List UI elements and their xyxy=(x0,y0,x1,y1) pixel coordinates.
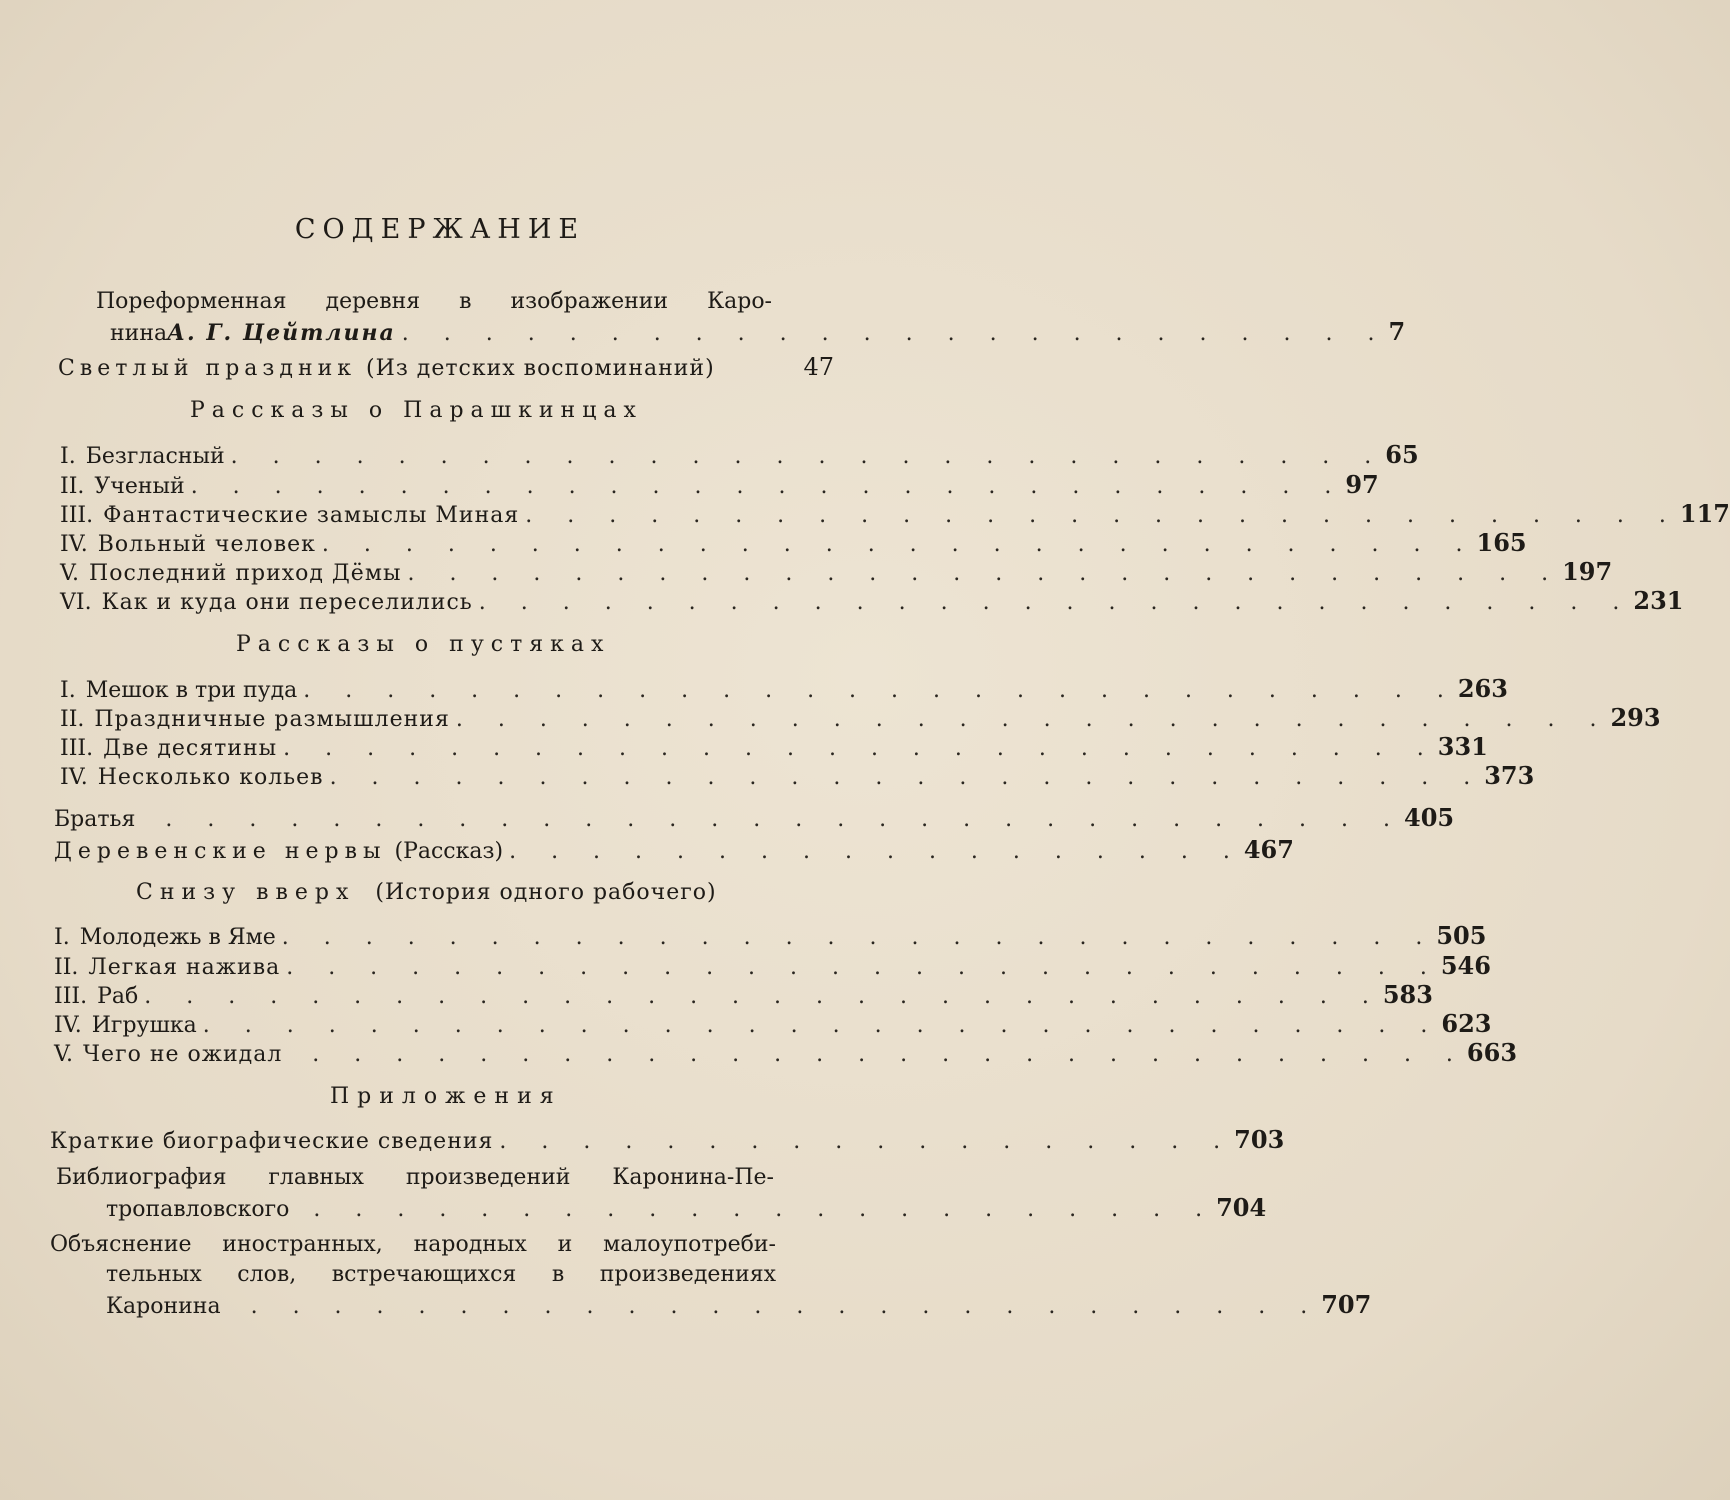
page-number: 704 xyxy=(1216,1193,1267,1222)
section-heading-pustyaki: Рассказы о пустяках xyxy=(236,632,611,657)
toc-entry-biblio[interactable]: тропавловского . . . . . . . . . . . . . . . . . . . . . . 704 xyxy=(106,1193,836,1225)
leader-dots: . . . . . . . . . . . . . . . . . . . . . . . . . . . . . . xyxy=(202,1013,1442,1038)
page-number: 405 xyxy=(1404,803,1455,832)
page-number: 505 xyxy=(1436,921,1487,950)
toc-entry[interactable]: I. Мешок в три пуда . . . . . . . . . . . . . . . . . . . . . . . . . . . . 263 xyxy=(60,674,836,706)
section-heading-snizu-vverkh: Снизу вверх (История одного рабочего) xyxy=(136,880,717,905)
toc-entry-bio[interactable]: Краткие биографические сведения . . . . . . . . . . . . . . . . . . 703 xyxy=(50,1125,836,1157)
page-number: 65 xyxy=(1385,440,1419,469)
leader-dots: . . . . . . . . . . . . . . . . . . xyxy=(499,1129,1235,1154)
page-number: 373 xyxy=(1484,761,1535,790)
leader-dots: . . . . . . . . . . . . . . . . . . . . . . . . . . . . xyxy=(525,503,1680,528)
leader-dots: . . . . . . . . . . . . . . . . . . . . . . . . . . . . xyxy=(407,561,1563,586)
toc-entry-intro-line1: Пореформенная деревня в изображении Каро- xyxy=(96,289,772,314)
page-number: 197 xyxy=(1562,557,1613,586)
page-number: 331 xyxy=(1437,732,1488,761)
leader-dots: . . . . . . . . . . . . . . . . . . . . . . . . xyxy=(401,321,1389,346)
toc-entry[interactable]: III. Фантастические замыслы Миная . . . . . . . . . . . . . . . . . . . . . . . . . . . . 117 xyxy=(60,499,836,531)
page-title: СОДЕРЖАНИЕ xyxy=(294,214,586,245)
leader-dots: . . . . . . . . . . . . . . . . . . . . . . . . . . . . xyxy=(329,765,1485,790)
page-number: 583 xyxy=(1382,980,1433,1009)
page-number: 231 xyxy=(1633,586,1684,615)
toc-entry[interactable]: I. Молодежь в Яме . . . . . . . . . . . . . . . . . . . . . . . . . . . . 505 xyxy=(54,921,836,953)
toc-entry[interactable]: II. Праздничные размышления . . . . . . . . . . . . . . . . . . . . . . . . . . . . 293 xyxy=(60,703,836,735)
page-number: 97 xyxy=(1345,470,1379,499)
leader-dots: . . . . . . . . . . . . . . . . . . . . . . . . . . . . xyxy=(230,444,1386,469)
leader-dots: . . . . . . . . . . . . . . . . . . . . . . . . . . . . xyxy=(286,955,1441,980)
page-number: 663 xyxy=(1466,1038,1518,1067)
leader-dots: . . . . . . . . . . . . . . . . . . . . . . xyxy=(313,1197,1217,1222)
page-number: 707 xyxy=(1321,1290,1372,1319)
leader-dots: . . . . . . . . . . . . . . . . . . xyxy=(509,839,1244,864)
toc-entry-svetly[interactable]: Светлый праздник (Из детских воспоминаний) 47 xyxy=(58,353,834,381)
leader-dots: . . . . . . . . . . . . . . . . . . . . . . . . . . xyxy=(250,1294,1322,1319)
leader-dots: . . . . . . . . . . . . . . . . . . . . . . . . . . . . xyxy=(303,678,1458,703)
intro-line2-prefix: нина xyxy=(110,321,168,346)
leader-dots: . . . . . . . . . . . . . . . . . . . . . . . . . . . . xyxy=(190,474,1346,499)
page-number: 7 xyxy=(1388,317,1406,346)
page-number: 546 xyxy=(1440,951,1491,980)
toc-entry[interactable]: II. Легкая нажива . . . . . . . . . . . . . . . . . . . . . . . . . . . . 546 xyxy=(54,951,836,983)
toc-entry-gloss[interactable]: Каронина . . . . . . . . . . . . . . . . . . . . . . . . . . 707 xyxy=(106,1290,836,1322)
toc-entry[interactable]: V. Последний приход Дёмы . . . . . . . . . . . . . . . . . . . . . . . . . . . . 197 xyxy=(60,557,836,589)
leader-dots: . . . . . . . . . . . . . . . . . . . . . . . . . . . . xyxy=(321,532,1477,557)
toc-entry-nervy[interactable]: Деревенские нервы (Рассказ) . . . . . . . . . . . . . . . . . . 467 xyxy=(54,835,836,867)
page-number: 623 xyxy=(1441,1009,1492,1038)
leader-dots: . . . . . . . . . . . . . . . . . . . . . . . . . . . . . . xyxy=(144,984,1383,1009)
leader-dots: . . . . . . . . . . . . . . . . . . . . . . . . . . . . xyxy=(281,925,1437,950)
toc-entry-biblio-line1: Библиография главных произведений Каронина-Пе- xyxy=(56,1165,774,1190)
toc-entry[interactable]: IV. Игрушка . . . . . . . . . . . . . . . . . . . . . . . . . . . . . . 623 xyxy=(54,1009,836,1041)
toc-entry-bratya[interactable]: Братья . . . . . . . . . . . . . . . . . . . . . . . . . . . . . . 405 xyxy=(54,803,836,835)
toc-entry[interactable]: II. Ученый . . . . . . . . . . . . . . . . . . . . . . . . . . . . 97 xyxy=(60,470,836,502)
toc-entry[interactable]: III. Две десятины . . . . . . . . . . . . . . . . . . . . . . . . . . . . 331 xyxy=(60,732,836,764)
toc-entry[interactable]: IV. Несколько кольев . . . . . . . . . . . . . . . . . . . . . . . . . . . . 373 xyxy=(60,761,836,793)
page-number: 703 xyxy=(1234,1125,1285,1154)
toc-entry[interactable]: V. Чего не ожидал . . . . . . . . . . . . . . . . . . . . . . . . . . . . 663 xyxy=(54,1038,836,1070)
page-number: 117 xyxy=(1679,499,1730,528)
toc-entry[interactable]: VI. Как и куда они переселились . . . . . . . . . . . . . . . . . . . . . . . . . . . . 231 xyxy=(60,586,836,618)
toc-entry-gloss-line1: Объяснение иностранных, народных и малоупотреби- xyxy=(50,1232,776,1257)
leader-dots: . . . . . . . . . . . . . . . . . . . . . . . . . . . . xyxy=(455,707,1611,732)
intro-author: А. Г. Цейтлина xyxy=(167,320,396,346)
toc-entry-intro[interactable] xyxy=(110,317,1406,349)
leader-dots: . . . . . . . . . . . . . . . . . . . . . . . . . . . . xyxy=(312,1042,1467,1067)
page-number: 263 xyxy=(1457,674,1508,703)
toc-entry[interactable]: IV. Вольный человек . . . . . . . . . . . . . . . . . . . . . . . . . . . . 165 xyxy=(60,528,836,560)
page-number: 293 xyxy=(1610,703,1661,732)
toc-entry[interactable]: III. Раб . . . . . . . . . . . . . . . . . . . . . . . . . . . . . . 583 xyxy=(54,980,836,1012)
page-number: 165 xyxy=(1476,528,1527,557)
toc-entry-gloss-line2: тельных слов, встречающихся в произведениях xyxy=(106,1262,776,1287)
page-number: 47 xyxy=(803,353,834,381)
leader-dots: . . . . . . . . . . . . . . . . . . . . . . . . . . . . xyxy=(478,590,1634,615)
leader-dots: . . . . . . . . . . . . . . . . . . . . . . . . . . . . xyxy=(283,736,1438,761)
leader-dots: . . . . . . . . . . . . . . . . . . . . . . . . . . . . . . xyxy=(165,807,1405,832)
section-heading-parashkintsy: Рассказы о Парашкинцах xyxy=(190,398,643,423)
page-number: 467 xyxy=(1243,835,1294,864)
section-heading-appendix: Приложения xyxy=(330,1084,562,1109)
toc-entry[interactable]: I. Безгласный . . . . . . . . . . . . . . . . . . . . . . . . . . . . 65 xyxy=(60,440,836,472)
